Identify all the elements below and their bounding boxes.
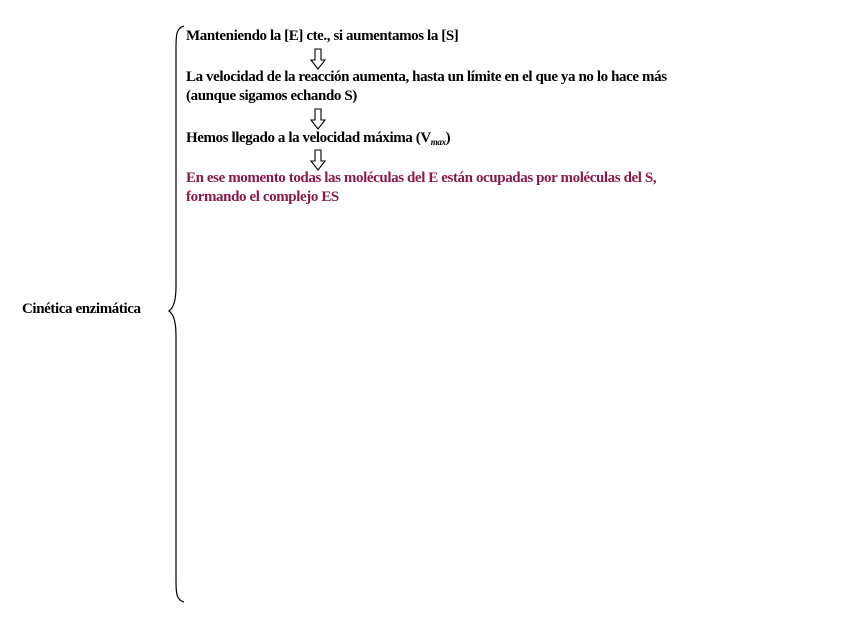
- step-2-line-1: La velocidad de la reacción aumenta, hasta un límite en el que ya no lo hace más: [186, 69, 667, 85]
- topic-label: Cinética enzimática: [22, 301, 141, 317]
- step-4-line-1: En ese momento todas las moléculas del E están ocupadas por moléculas del S,: [186, 170, 657, 186]
- step-4-line-2: formando el complejo ES: [186, 189, 339, 205]
- down-arrow-icon: [309, 108, 327, 130]
- down-arrow-icon: [309, 149, 327, 171]
- step-1-text: Manteniendo la [E] cte., si aumentamos la [S]: [186, 28, 459, 44]
- step-3-suffix: ): [445, 130, 451, 146]
- step-3-prefix: Hemos llegado a la velocidad máxima (V: [186, 130, 431, 146]
- vmax-subscript: max: [430, 137, 446, 147]
- left-curly-brace-icon: [167, 24, 187, 604]
- step-2-text: [186, 68, 667, 106]
- down-arrow-icon: [309, 48, 327, 70]
- step-2-line-2: (aunque sigamos echando S): [186, 88, 357, 104]
- step-4-text: [186, 169, 656, 207]
